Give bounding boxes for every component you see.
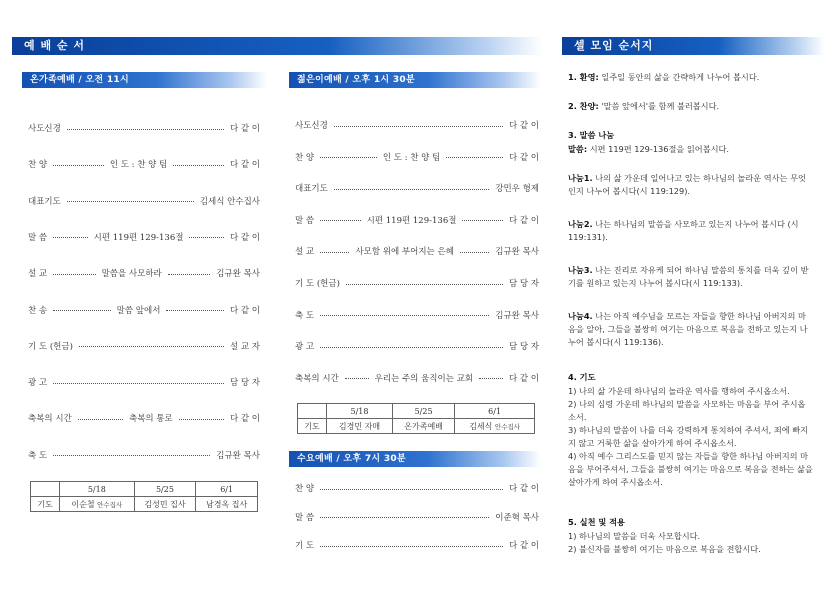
order-row <box>295 539 539 553</box>
prayer-list <box>568 385 813 489</box>
order-label: 기 도 <box>295 541 315 551</box>
prayer-item: 3) 하나님의 말씀이 나를 더욱 강력하게 통치하여 주셔서, 죄에 빠지지 않고 거룩한 삶을 살아가게 하여 주시옵소서. <box>568 425 809 448</box>
application-item: 1) 하나님의 말씀을 더욱 사모합시다. <box>568 531 701 541</box>
order-leader: 담 당 자 <box>508 279 539 289</box>
dotted-leader <box>53 165 104 166</box>
order-detail: 시편 119편 129-136절 <box>366 215 457 226</box>
duty-label: 기도 <box>31 497 60 512</box>
order-label: 설 교 <box>28 269 48 280</box>
order-leader: 김규완 목사 <box>216 269 261 280</box>
prayer-item: 4) 아직 예수 그리스도를 믿지 않는 자들을 향한 하나님 아버지의 마음을 부어주셔서, 그들을 불쌍히 여기는 마음으로 복음을 전하는 삶을 살아가게 하여 주시옵소서. <box>568 451 813 487</box>
prayer-item: 1) 나의 삶 가운데 하나님의 놀라운 역사를 행하여 주시옵소서. <box>568 386 790 396</box>
order-row <box>295 214 539 228</box>
order-leader: 다 같 이 <box>229 160 261 171</box>
order-row <box>28 340 260 354</box>
duty-date: 5/18 <box>60 482 135 497</box>
order-label: 사도신경 <box>28 124 61 134</box>
prayer-item: 2) 나의 심령 가운데 하나님의 말씀을 사모하는 마음을 부어 주시옵소서. <box>568 399 806 422</box>
dotted-leader <box>78 419 123 420</box>
order-row <box>295 119 539 133</box>
order-label: 대표기도 <box>28 196 61 207</box>
order-leader: 다 같 이 <box>229 414 261 425</box>
order-row <box>28 122 260 136</box>
order-label: 기 도 (헌금) <box>295 279 340 289</box>
step-praise: 2. 찬양: '말씀 앞에서'를 함께 불러봅시다. <box>568 101 720 111</box>
order-leader: 다 같 이 <box>508 152 540 163</box>
order-leader: 김규완 목사 <box>216 450 260 461</box>
dotted-leader <box>320 347 503 348</box>
sharing-4: 나눔4. 나는 아직 예수님을 모르는 자들을 향한 하나님 아버지의 마음을 알아, 그들을 불쌍히 여기는 마음으로 복음을 전하고 있는지 나누어 봅시다(시 119:136). <box>568 311 808 347</box>
order-label: 말 씀 <box>295 215 315 226</box>
dotted-leader <box>79 346 224 347</box>
order-label: 찬 양 <box>28 160 48 171</box>
dotted-leader <box>53 383 224 384</box>
dotted-leader <box>320 315 489 316</box>
sharing-2: 나눔2. 나는 하나님의 말씀을 사모하고 있는지 나누어 봅시다 (시 119:131). <box>568 219 799 242</box>
wednesday-worship-section: 수요예배 / 오후 7시 30분 <box>289 451 541 467</box>
order-row <box>28 231 260 245</box>
order-row <box>295 245 539 259</box>
order-label: 찬 송 <box>28 305 48 316</box>
dotted-leader <box>189 237 224 238</box>
application-item: 2) 불신자를 불쌍히 여기는 마음으로 복음을 전합시다. <box>568 544 761 554</box>
order-leader: 다 같 이 <box>229 305 260 316</box>
duty-date: 5/25 <box>392 404 454 419</box>
dotted-leader <box>53 274 95 275</box>
order-label: 광 고 <box>28 378 48 389</box>
youth-worship-section: 젊은이예배 / 오후 1시 30분 <box>289 72 541 88</box>
dotted-leader <box>53 237 88 238</box>
sharing-1: 나눔1. 나의 삶 가운데 일어나고 있는 하나님의 놀라운 역사는 무엇인지 나누어 봅시다(시 119:129). <box>568 173 806 196</box>
order-leader: 김규완 목사 <box>495 247 540 258</box>
order-label: 대표기도 <box>295 184 328 195</box>
order-label: 축복의 시간 <box>295 373 339 384</box>
dotted-leader <box>462 220 503 221</box>
application-list <box>568 530 813 556</box>
order-leader: 다 같 이 <box>508 121 539 131</box>
order-row <box>295 372 539 386</box>
order-row <box>295 511 539 525</box>
step-application: 5. 실천 및 적용 <box>568 517 625 527</box>
dotted-leader <box>173 165 224 166</box>
youth-prayer-duty-table <box>297 403 535 434</box>
dotted-leader <box>320 489 503 490</box>
order-leader: 담 당 자 <box>508 342 539 353</box>
dotted-leader <box>320 546 503 547</box>
duty-name: 김세식 안수집사 <box>455 419 535 434</box>
order-row <box>28 195 260 209</box>
duty-name: 이순철 안수집사 <box>60 497 135 512</box>
dotted-leader <box>320 252 349 253</box>
cell-meeting-header: 셀 모임 순서지 <box>562 37 824 55</box>
order-row <box>28 158 260 172</box>
dotted-leader <box>334 126 503 127</box>
worship-order-header: 예 배 순 서 <box>12 37 542 55</box>
order-label: 찬 양 <box>295 152 315 163</box>
dotted-leader <box>345 378 369 379</box>
dotted-leader <box>320 517 489 518</box>
order-label: 축 도 <box>295 310 315 321</box>
order-leader: 강민우 형제 <box>495 184 539 195</box>
order-label: 기 도 (헌금) <box>28 341 73 352</box>
sharing-3: 나눔3. 나는 진리로 자유케 되어 하나님 말씀의 통치를 더욱 깊이 받기를 원하고 있는지 나누어 봅시다(시 119:133). <box>568 265 809 288</box>
order-leader: 다 같 이 <box>508 541 539 551</box>
dotted-leader <box>334 189 489 190</box>
family-worship-section: 온가족예배 / 오전 11시 <box>22 72 267 88</box>
order-label: 축 도 <box>28 450 48 461</box>
dotted-leader <box>53 455 210 456</box>
order-leader: 이준혁 목사 <box>495 512 539 523</box>
duty-date: 5/25 <box>134 482 196 497</box>
duty-name: 온가족예배 <box>392 419 454 434</box>
order-leader: 다 같 이 <box>229 124 260 134</box>
duty-name: 남경옥 집사 <box>196 497 258 512</box>
order-label: 축복의 시간 <box>28 414 72 425</box>
dotted-leader <box>446 157 503 158</box>
step-word-reading: 말씀: 시편 119편 129-136절을 읽어봅시다. <box>568 144 730 154</box>
dotted-leader <box>67 201 194 202</box>
dotted-leader <box>67 129 224 130</box>
order-label: 사도신경 <box>295 121 328 131</box>
dotted-leader <box>320 220 361 221</box>
step-welcome: 1. 환영: 일주일 동안의 삶을 간략하게 나누어 봅시다. <box>568 72 760 82</box>
order-row <box>28 412 260 426</box>
dotted-leader <box>479 378 503 379</box>
order-row <box>28 267 260 281</box>
order-leader: 김규완 목사 <box>495 310 539 321</box>
order-row <box>295 182 539 196</box>
dotted-leader <box>460 252 489 253</box>
order-detail: 우리는 주의 움직이는 교회 <box>374 373 474 384</box>
duty-label: 기도 <box>298 419 327 434</box>
order-detail: 인 도 : 찬 양 팀 <box>109 160 168 171</box>
dotted-leader <box>320 157 377 158</box>
order-detail: 축복의 통로 <box>128 414 173 425</box>
step-prayer: 4. 기도 <box>568 372 596 382</box>
duty-name: 김경민 자매 <box>327 419 393 434</box>
order-leader: 담 당 자 <box>229 378 260 389</box>
order-leader: 다 같 이 <box>229 232 260 243</box>
order-row <box>295 482 539 496</box>
order-row <box>295 151 539 165</box>
order-detail: 말씀을 사모하라 <box>101 269 162 280</box>
order-row <box>28 376 260 390</box>
step-word-sharing: 3. 말씀 나눔 <box>568 130 615 140</box>
order-leader: 다 같 이 <box>508 484 539 494</box>
order-detail: 시편 119편 129-136절 <box>93 232 184 243</box>
order-row <box>28 449 260 463</box>
dotted-leader <box>168 274 210 275</box>
order-leader: 김세식 안수집사 <box>199 196 260 207</box>
duty-date: 6/1 <box>455 404 535 419</box>
order-leader: 다 같 이 <box>508 215 539 226</box>
order-label: 찬 양 <box>295 484 315 494</box>
dotted-leader <box>53 310 111 311</box>
order-label: 광 고 <box>295 342 315 353</box>
order-label: 말 씀 <box>295 512 315 523</box>
dotted-leader <box>166 310 224 311</box>
dotted-leader <box>179 419 224 420</box>
order-detail: 사모함 위에 부어지는 은혜 <box>355 247 454 258</box>
order-label: 설 교 <box>295 247 315 258</box>
order-leader: 다 같 이 <box>508 373 539 384</box>
order-detail: 말씀 앞에서 <box>116 305 161 316</box>
order-row <box>295 277 539 291</box>
order-row <box>295 340 539 354</box>
order-row <box>295 309 539 323</box>
duty-date: 6/1 <box>196 482 258 497</box>
order-label: 말 씀 <box>28 232 48 243</box>
order-detail: 인 도 : 찬 양 팀 <box>382 152 441 163</box>
duty-name: 김성민 집사 <box>134 497 196 512</box>
order-leader: 설 교 자 <box>229 341 260 352</box>
dotted-leader <box>346 284 503 285</box>
family-prayer-duty-table <box>30 481 258 512</box>
order-row <box>28 304 260 318</box>
duty-date: 5/18 <box>327 404 393 419</box>
